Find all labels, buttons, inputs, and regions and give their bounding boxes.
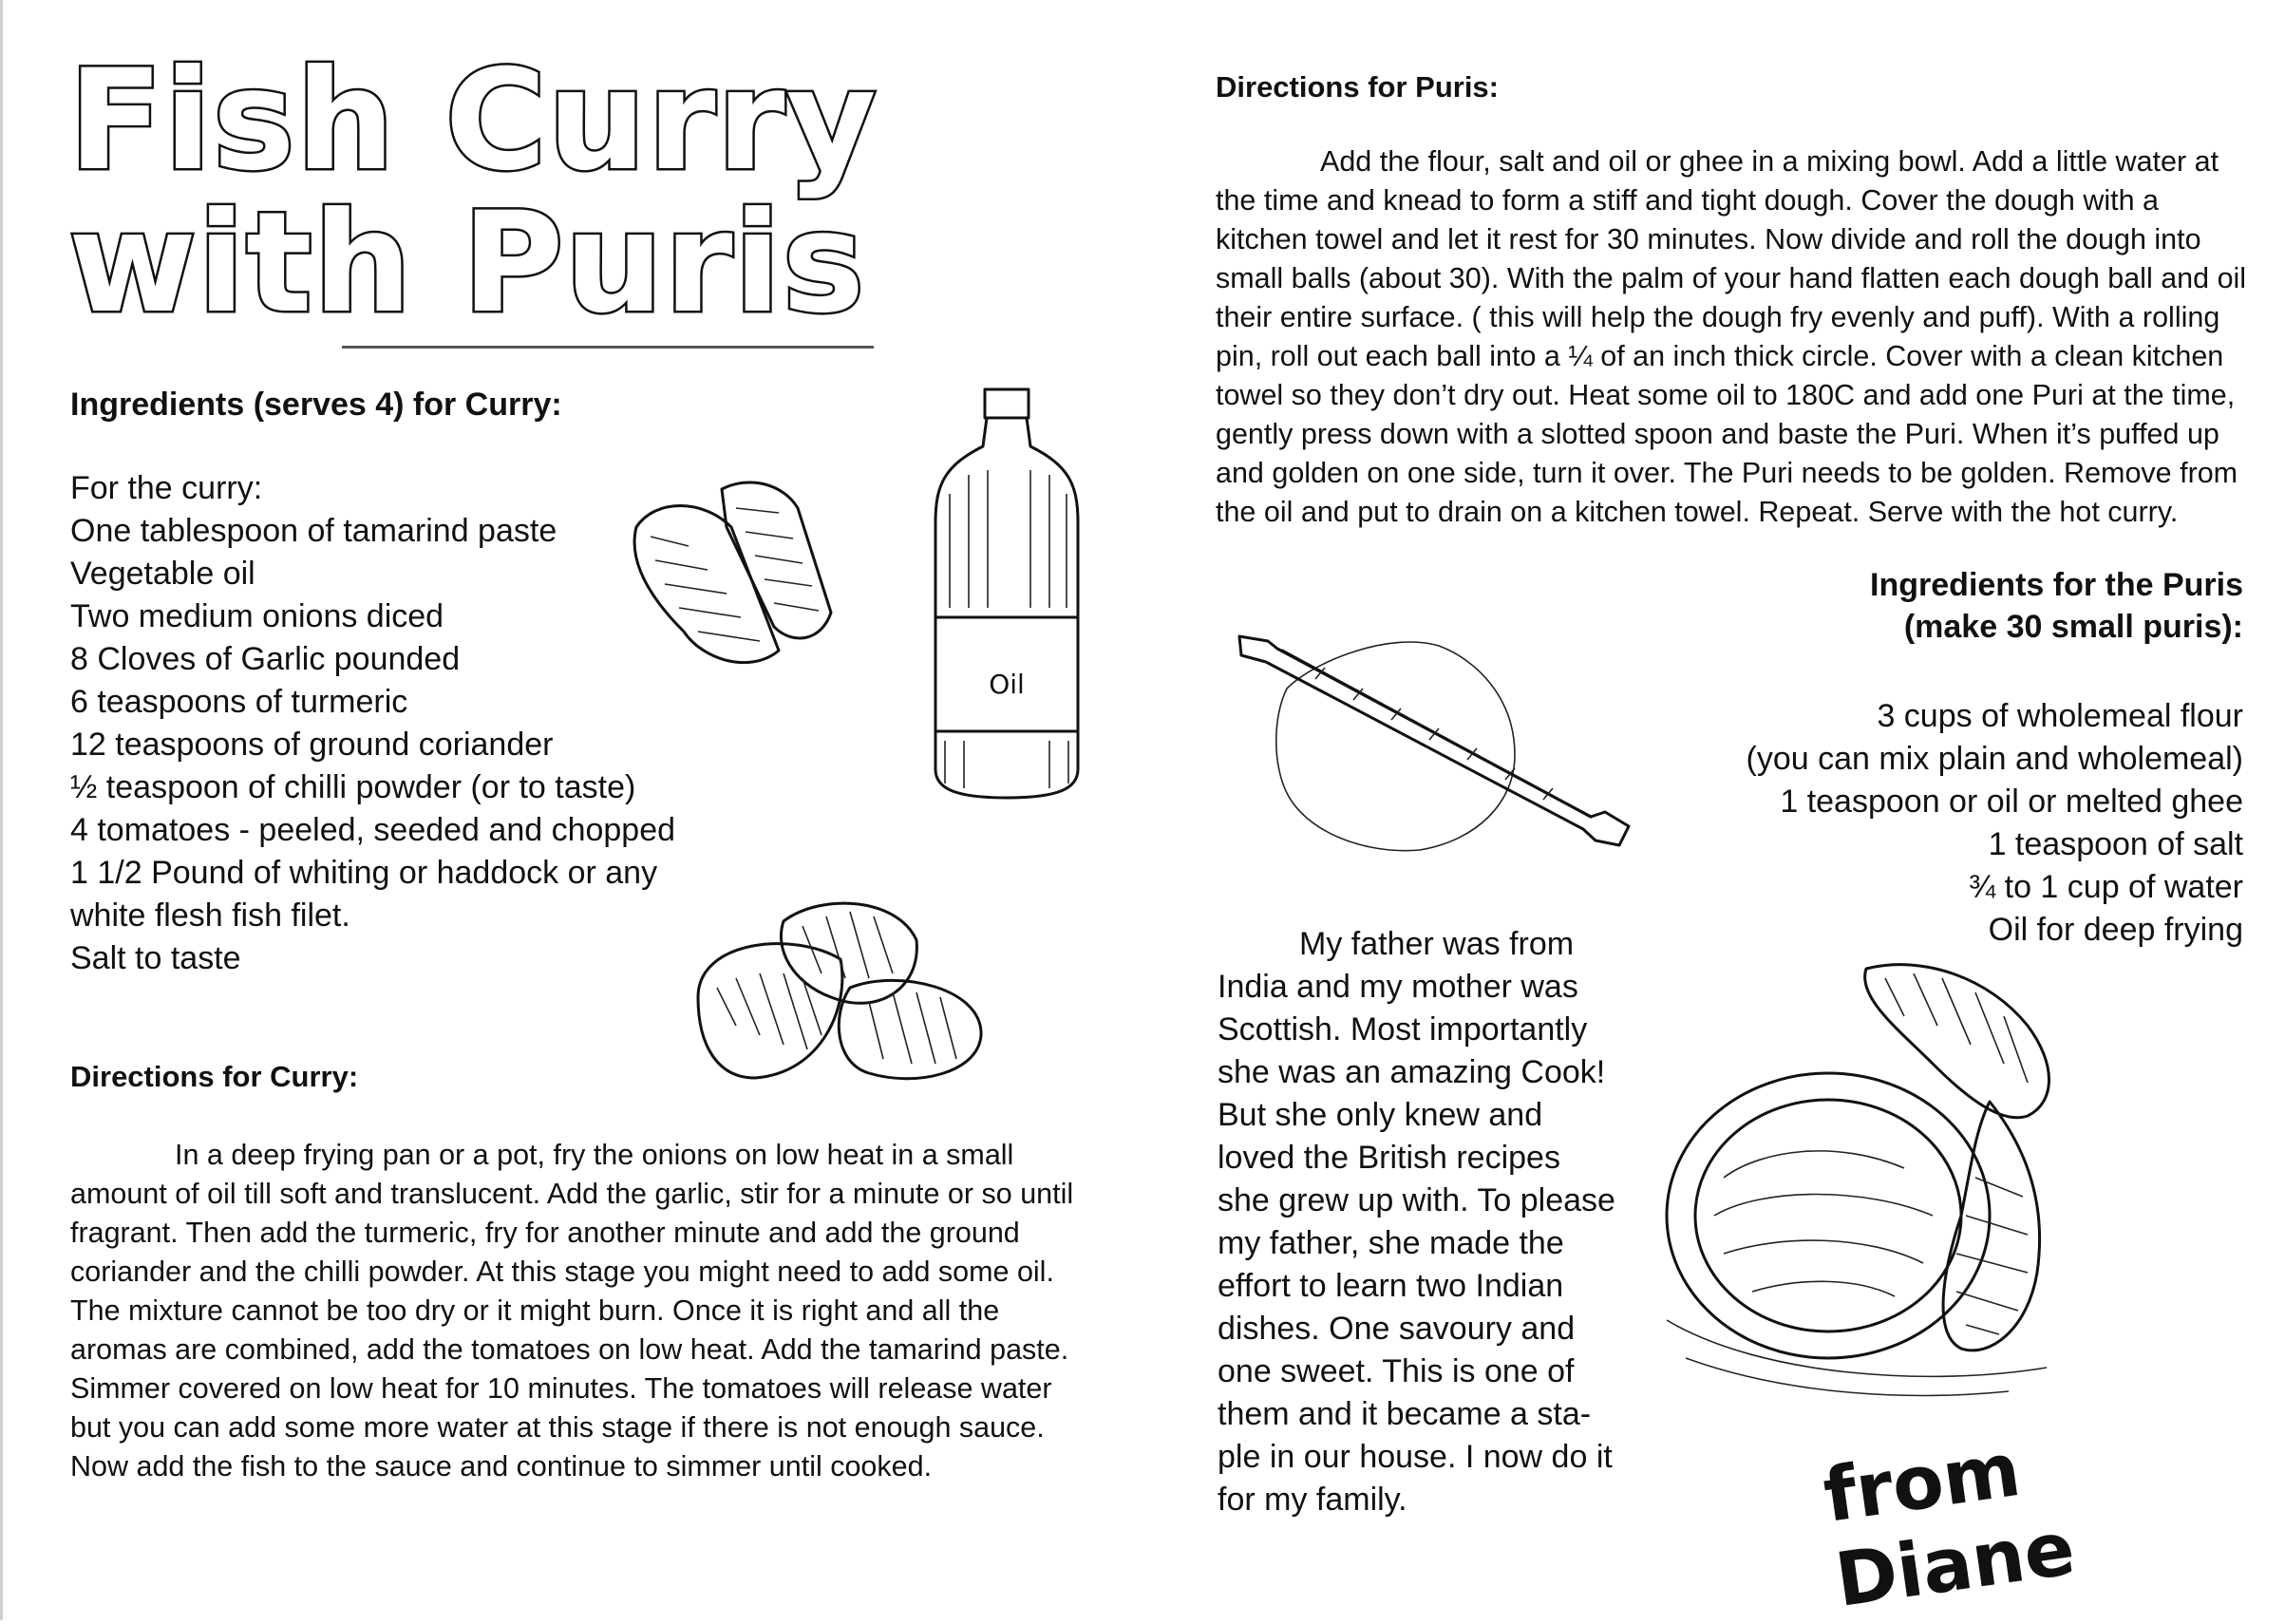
curry-ingredients-heading: Ingredients (serves 4) for Curry: bbox=[70, 387, 562, 423]
list-item: white flesh fish filet. bbox=[70, 897, 350, 934]
story-line: effort to learn two Indian bbox=[1218, 1268, 1564, 1304]
list-item: ¾ to 1 cup of water bbox=[1968, 869, 2243, 905]
puri-heading-line-2: (make 30 small puris): bbox=[1903, 609, 2243, 645]
title-underline bbox=[342, 346, 874, 349]
story-line: one sweet. This is one of bbox=[1218, 1353, 1575, 1389]
list-item: One tablespoon of tamarind paste bbox=[70, 513, 557, 549]
puri-heading-line-1: Ingredients for the Puris bbox=[1870, 567, 2243, 603]
list-item: Two medium onions diced bbox=[70, 598, 444, 634]
story-line: ple in our house. I now do it bbox=[1218, 1439, 1613, 1475]
story-line: Scottish. Most importantly bbox=[1218, 1011, 1588, 1048]
page-title bbox=[68, 40, 923, 344]
story-line: But she only knew and bbox=[1218, 1097, 1543, 1133]
story-line: my father, she made the bbox=[1218, 1225, 1564, 1261]
list-item: (you can mix plain and wholemeal) bbox=[1746, 741, 2243, 777]
title-line-1: Fish Curry bbox=[68, 40, 878, 201]
title-line-2: with Puris bbox=[68, 182, 866, 344]
bowl-illustration bbox=[1648, 959, 2142, 1406]
page-edge bbox=[0, 0, 3, 1620]
puri-ingredients-heading bbox=[1673, 564, 2243, 648]
list-item: Oil for deep frying bbox=[1988, 912, 2243, 948]
puri-ingredient-list bbox=[1635, 695, 2243, 952]
list-item: 6 teaspoons of turmeric bbox=[70, 684, 408, 720]
list-item: 1 1/2 Pound of whiting or haddock or any bbox=[70, 855, 658, 891]
list-item: Vegetable oil bbox=[70, 556, 255, 592]
signature: from Diane bbox=[1818, 1426, 2081, 1624]
story-line: them and it became a sta- bbox=[1218, 1396, 1592, 1432]
story-line: dishes. One savoury and bbox=[1218, 1311, 1576, 1347]
story-line: India and my mother was bbox=[1218, 969, 1578, 1005]
list-item: ½ teaspoon of chilli powder (or to taste) bbox=[70, 769, 636, 805]
story-line: she was an amazing Cook! bbox=[1218, 1054, 1606, 1090]
story-paragraph bbox=[1218, 923, 1673, 1521]
curry-directions bbox=[70, 1136, 1077, 1486]
oil-bottle-illustration bbox=[916, 380, 1097, 807]
bottle-label: Oil bbox=[989, 669, 1025, 700]
story-line: she grew up with. To please bbox=[1218, 1182, 1615, 1218]
list-item: 1 teaspoon of salt bbox=[1988, 826, 2243, 862]
list-item: 1 teaspoon or oil or melted ghee bbox=[1780, 784, 2243, 820]
list-item: 8 Cloves of Garlic pounded bbox=[70, 641, 461, 677]
rolling-pin-illustration bbox=[1230, 613, 1648, 864]
story-line: My father was from bbox=[1299, 926, 1575, 962]
puri-directions bbox=[1216, 142, 2251, 532]
fish-fillet-illustration bbox=[617, 470, 855, 679]
curry-directions-heading: Directions for Curry: bbox=[70, 1060, 359, 1093]
list-item: 12 teaspoons of ground coriander bbox=[70, 727, 554, 763]
puri-directions-text: Add the flour, salt and oil or ghee in a mixing bowl. Add a little water at the time and knead to form a stiff and tight dough. Cover the dough with a kitchen towel and let it rest for 30 minutes. Now divide and roll the dough into small balls (about 30). With the palm of your hand flatten each dough ball and oil their entire surface. ( this will help the dough fry evenly and puff). With a rolling pin, roll out each ball into a ¼ of an inch thick circle. Cover with a clean kitchen towel so they don’t dry out. Heat some oil to 180C and add one Puri at the time, gently press down with a slotted spoon and baste the Puri. When it’s puffed up and golden on one side, turn it over. The Puri needs to be golden. Remove from the oil and put to drain on a kitchen towel. Repeat. Serve with the hot curry. bbox=[1216, 145, 2247, 528]
curry-intro: For the curry: bbox=[70, 470, 263, 506]
list-item: 3 cups of wholemeal flour bbox=[1877, 698, 2243, 734]
list-item: 4 tomatoes - peeled, seeded and chopped bbox=[70, 812, 676, 848]
list-item: Salt to taste bbox=[70, 940, 241, 976]
puri-directions-heading: Directions for Puris: bbox=[1216, 70, 1499, 104]
story-line: for my family. bbox=[1218, 1482, 1407, 1518]
story-line: loved the British recipes bbox=[1218, 1140, 1560, 1176]
puris-illustration bbox=[679, 883, 1002, 1097]
curry-directions-text: In a deep frying pan or a pot, fry the onions on low heat in a small amount of oil till soft and translucent. Add the garlic, stir for a minute or so until fragrant. Then add the turmeric, fry for another minute and add the ground coriander and the chilli powder. At this stage you might need to add some oil. The mixture cannot be too dry or it might burn. Once it is right and all the aromas are combined, add the tomatoes on low heat. Add the tamarind paste. Simmer covered on low heat for 10 minutes. The tomatoes will release water but you can add some more water at this stage if there is not enough sauce. Now add the fish to the sauce and continue to simmer until cooked. bbox=[70, 1139, 1074, 1482]
